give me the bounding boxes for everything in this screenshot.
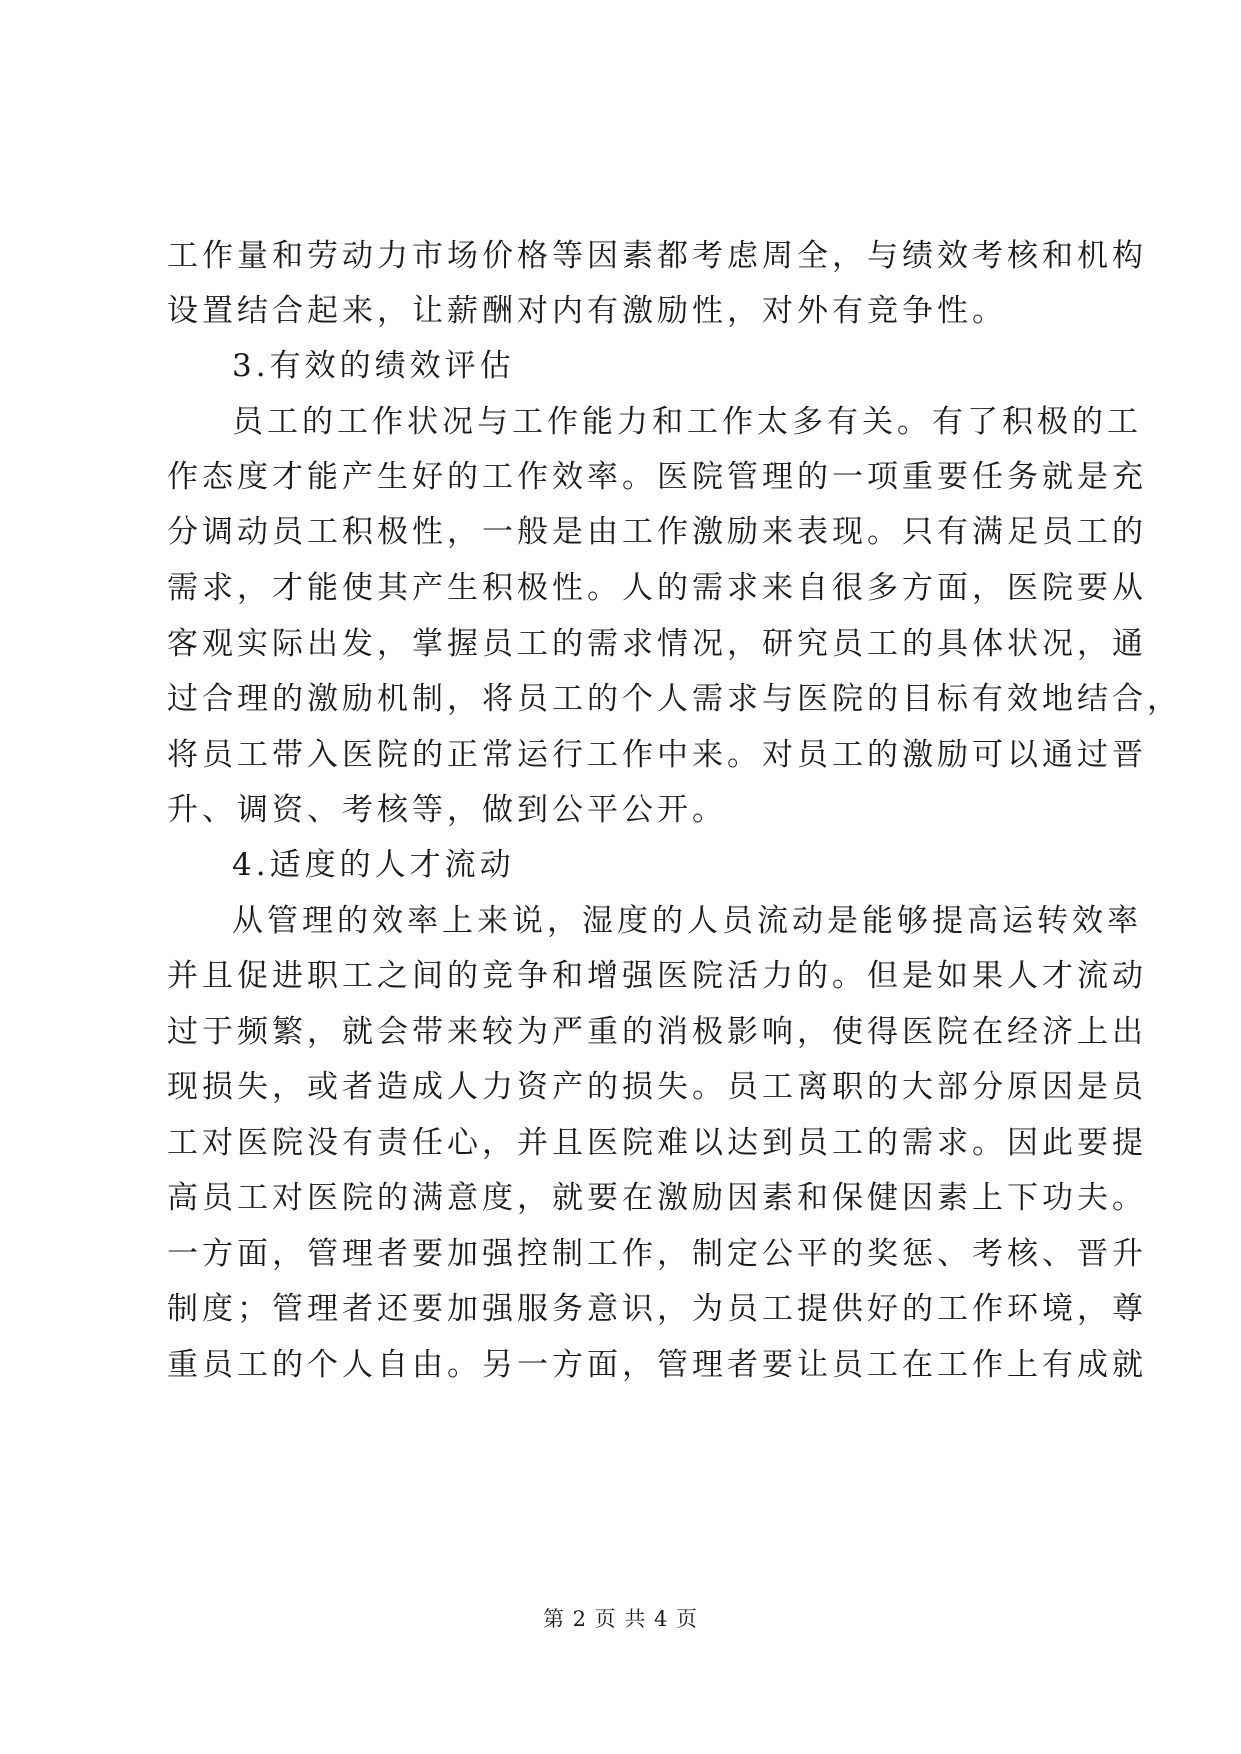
text-line: 现损失，或者造成人力资产的损失。员工离职的大部分原因是员 xyxy=(167,1069,1147,1105)
text-line: 作态度才能产生好的工作效率。医院管理的一项重要任务就是充 xyxy=(167,459,1147,495)
text-line: 分调动员工积极性，一般是由工作激励来表现。只有满足员工的 xyxy=(167,514,1147,550)
text-line: 从管理的效率上来说，湿度的人员流动是能够提高运转效率 xyxy=(232,903,1142,939)
text-line: 升、调资、考核等，做到公平公开。 xyxy=(167,792,727,828)
text-line: 制度；管理者还要加强服务意识，为员工提供好的工作环境，尊 xyxy=(167,1291,1147,1327)
section-heading: 3.有效的绩效评估 xyxy=(232,348,515,384)
text-line: 设置结合起来，让薪酬对内有激励性，对外有竞争性。 xyxy=(167,293,1007,329)
text-line: 需求，才能使其产生积极性。人的需求来自很多方面，医院要从 xyxy=(167,570,1147,606)
section-heading: 4.适度的人才流动 xyxy=(232,847,515,883)
page-footer: 第 2 页 共 4 页 xyxy=(542,1607,699,1631)
text-line: 并且促进职工之间的竞争和增强医院活力的。但是如果人才流动 xyxy=(167,958,1147,994)
text-line: 客观实际出发，掌握员工的需求情况，研究员工的具体状况，通 xyxy=(167,626,1147,662)
text-line: 一方面，管理者要加强控制工作，制定公平的奖惩、考核、晋升 xyxy=(167,1236,1147,1272)
text-line: 员工的工作状况与工作能力和工作太多有关。有了积极的工 xyxy=(232,404,1142,440)
text-line: 重员工的个人自由。另一方面，管理者要让员工在工作上有成就 xyxy=(167,1347,1147,1383)
text-line: 工对医院没有责任心，并且医院难以达到员工的需求。因此要提 xyxy=(167,1125,1147,1161)
text-line: 将员工带入医院的正常运行工作中来。对员工的激励可以通过晋 xyxy=(167,737,1147,773)
text-line: 高员工对医院的满意度，就要在激励因素和保健因素上下功夫。 xyxy=(167,1180,1147,1216)
text-line: 过合理的激励机制，将员工的个人需求与医院的目标有效地结合， xyxy=(167,681,1182,717)
text-line: 过于频繁，就会带来较为严重的消极影响，使得医院在经济上出 xyxy=(167,1014,1147,1050)
text-line: 工作量和劳动力市场价格等因素都考虑周全，与绩效考核和机构 xyxy=(167,238,1147,274)
